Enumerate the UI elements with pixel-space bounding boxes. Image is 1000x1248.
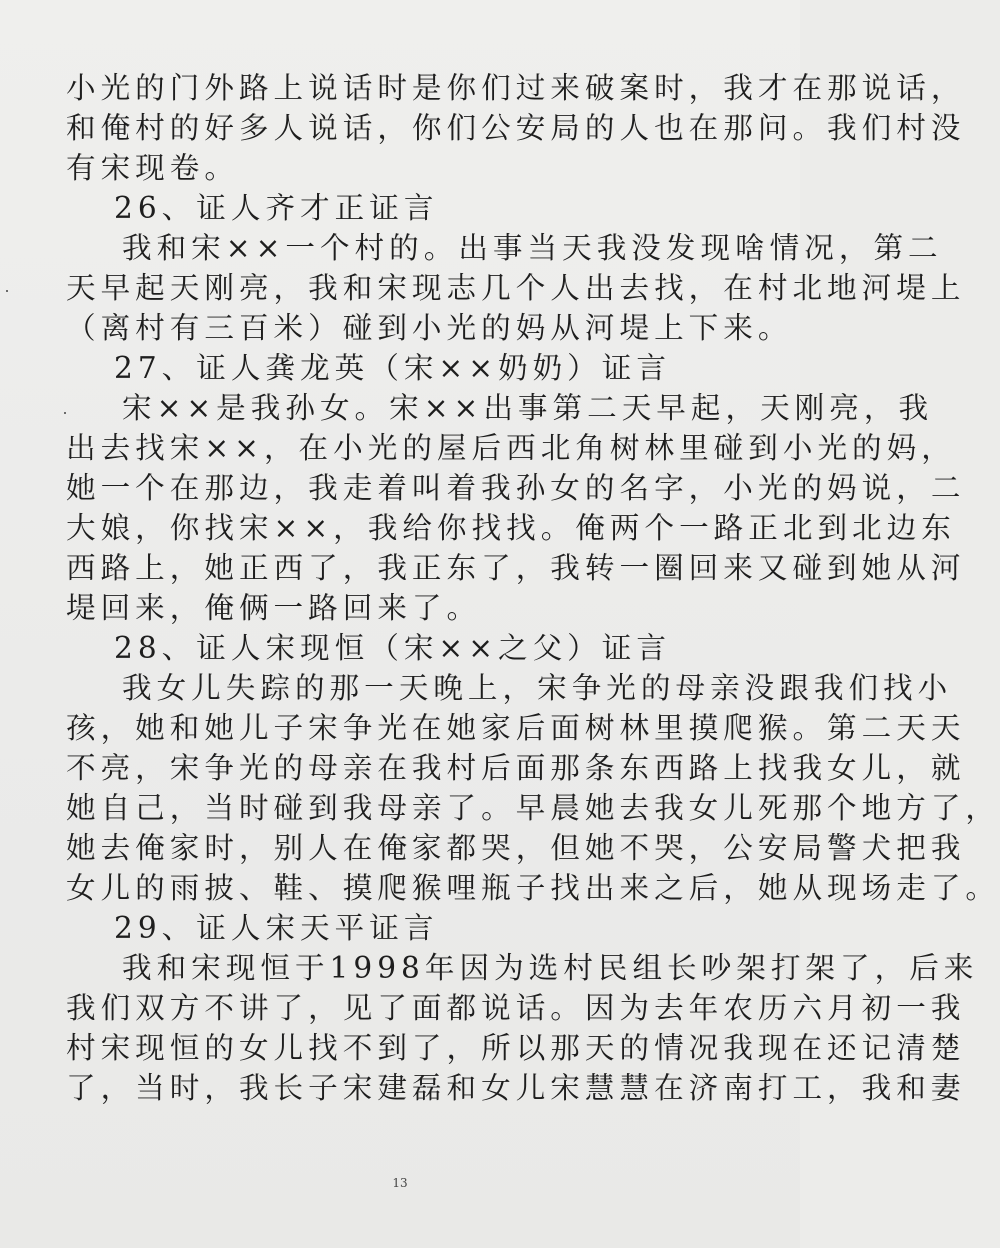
text-line: 有宋现卷。 [66,151,239,185]
text-line: 大娘，你找宋××，我给你找找。俺两个一路正北到北边东 [66,511,956,545]
paragraph-first-line: 我女儿失踪的那一天晚上，宋争光的母亲没跟我们找小 [122,671,953,705]
text-line: 村宋现恒的女儿找不到了，所以那天的情况我现在还记清楚 [66,1031,966,1065]
paragraph-first-line: 宋××是我孙女。宋××出事第二天早起，天刚亮，我 [122,391,934,425]
scan-speck [6,290,8,292]
text-line: 女儿的雨披、鞋、摸爬猴哩瓶子找出来之后，她从现场走了。 [66,871,1000,905]
paragraph-first-line: 我和宋现恒于1998年因为选村民组长吵架打架了，后来 [122,951,979,985]
text-line: 了，当时，我长子宋建磊和女儿宋慧慧在济南打工，我和妻 [66,1071,966,1105]
section-heading: 29、证人宋天平证言 [114,911,439,945]
text-line: 出去找宋××，在小光的屋后西北角树林里碰到小光的妈， [66,431,956,465]
text-line: 孩，她和她儿子宋争光在她家后面树林里摸爬猴。第二天天 [66,711,966,745]
page-number: 13 [392,1176,408,1190]
text-line: （离村有三百米）碰到小光的妈从河堤上下来。 [66,311,793,345]
section-heading: 28、证人宋现恒（宋××之父）证言 [114,631,671,665]
text-line: 和俺村的好多人说话，你们公安局的人也在那问。我们村没 [66,111,966,145]
paragraph-first-line: 我和宋××一个村的。出事当天我没发现啥情况，第二 [122,231,943,265]
text-line: 她一个在那边，我走着叫着我孙女的名字，小光的妈说，二 [66,471,966,505]
text-line: 我们双方不讲了，见了面都说话。因为去年农历六月初一我 [66,991,966,1025]
text-line: 她自己，当时碰到我母亲了。早晨她去我女儿死那个地方了， [66,791,1000,825]
page-body-text [66,68,1000,1108]
text-line: 天早起天刚亮，我和宋现志几个人出去找，在村北地河堤上 [66,271,966,305]
scan-speck [64,412,66,414]
section-heading: 26、证人齐才正证言 [114,191,439,225]
text-line: 西路上，她正西了，我正东了，我转一圈回来又碰到她从河 [66,551,966,585]
text-line: 她去俺家时，别人在俺家都哭，但她不哭，公安局警犬把我 [66,831,966,865]
text-line: 堤回来，俺俩一路回来了。 [66,591,482,625]
section-heading: 27、证人龚龙英（宋××奶奶）证言 [114,351,671,385]
text-line: 小光的门外路上说话时是你们过来破案时，我才在那说话， [66,71,966,105]
text-line: 不亮，宋争光的母亲在我村后面那条东西路上找我女儿，就 [66,751,966,785]
